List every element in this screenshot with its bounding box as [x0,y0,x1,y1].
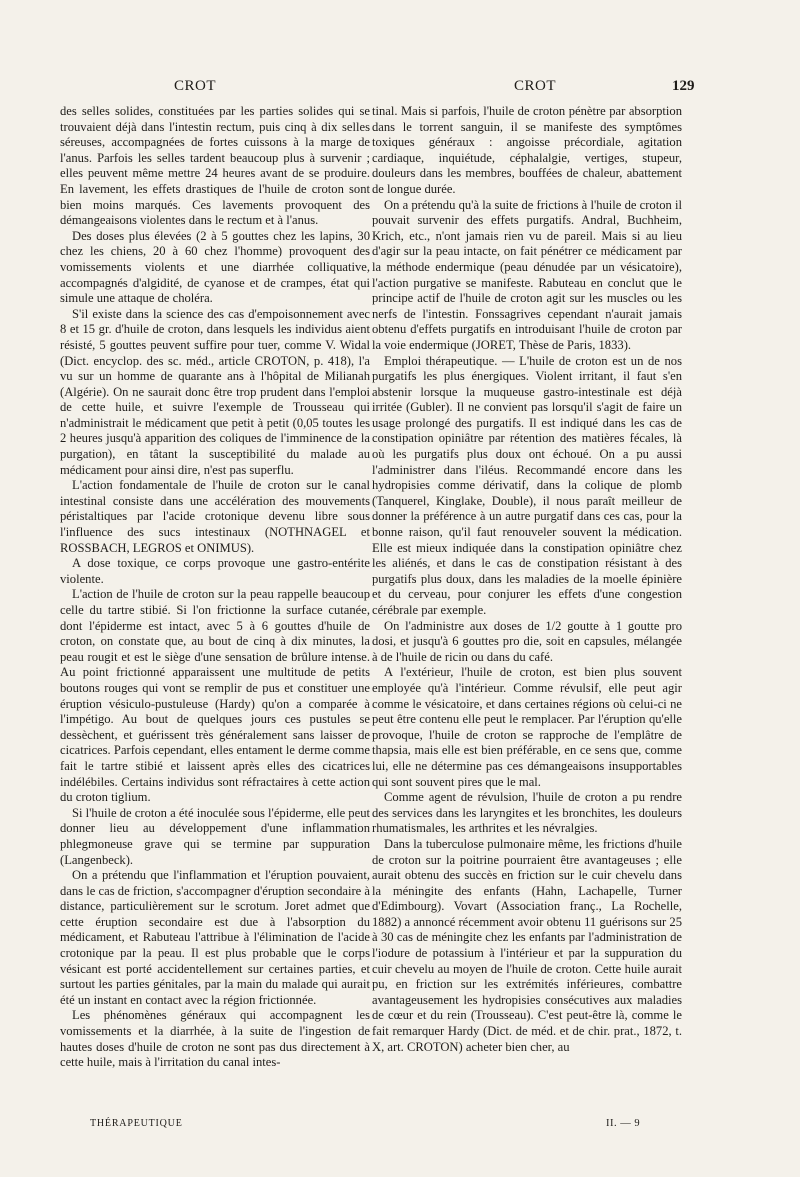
footer-signature: THÉRAPEUTIQUE [90,1118,183,1129]
paragraph: tinal. Mais si parfois, l'huile de croton pénètre par absorption dans le torrent sanguin, il se manifeste des symptômes toxiques généraux : angoisse précordiale, agitation cardiaque, inquiétude, céphalalgie, vertiges, stupeur, douleurs dans les membres, bouffées de chaleur, abattement de longue durée. [372,104,682,196]
paragraph: Des doses plus élevées (2 à 5 gouttes chez les lapins, 30 chez les chiens, 20 à 60 chez l'homme) provoquent des vomissements violents et une diarrhée colliquative, accompagnés d'algidité, de cyanose et de crampes, état qui simule une attaque de choléra. [60,228,370,306]
paragraph: Emploi thérapeutique. — L'huile de croton est un de nos purgatifs les plus énergiques. Violent irritant, il faut s'en abstenir lorsque la muqueuse gastro-intestinale est déjà irritée (Gubler). Il ne convient pas lorsqu'il s'agit de faire un usage prolongé des purgatifs. Il est indiqué dans les cas de constipation opiniâtre par rétention des matières fécales, là où les purgatifs plus doux ont échoué. On a pu aussi l'administrer dans l'iléus. Recommandé encore dans les hydropisies comme dérivatif, dans la colique de plomb (Tanquerel, Kinglake, Double), il nous paraît meilleur de donner la préférence à un autre purgatif dans ces cas, pour la bonne raison, qu'il faut renouveler souvent la médication. Elle est mieux indiquée dans la constipation opiniâtre chez les aliénés, et dans le cas de constipation résistant à des purgatifs plus doux, dans les maladies de la moelle épinière et du cerveau, pour conjurer les effets d'une congestion cérébrale par exemple. [372,353,682,617]
page-number: 129 [672,78,695,94]
paragraph: des selles solides, constituées par les parties solides qui se trouvaient déjà dans l'intestin rectum, puis cinq à dix selles séreuses, accompagnées de fortes cuissons à la marge de l'anus. Parfois les selles tardent beaucoup plus à survenir ; elles peuvent même mettre 24 heures avant de se produire. En lavement, les effets drastiques de l'huile de croton sont bien moins marqués. Ces lavements provoquent des démangeaisons violentes dans le rectum et à l'anus. [60,104,370,228]
paragraph: S'il existe dans la science des cas d'empoisonnement avec 8 et 15 gr. d'huile de croton, dans lesquels les individus aient résisté, 5 gouttes peuvent suffire pour tuer, comme V. Widal (Dict. encyclop. des sc. méd., article CROTON, p. 418), l'a vu sur un homme de quarante ans à l'hôpital de Milianah (Algérie). On ne saurait donc être trop prudent dans l'emploi de cette huile, et suivre l'exemple de Trousseau qui n'administrait le médicament que petit à petit (0,05 toutes les 2 heures jusqu'à apparition des coliques de l'imminence de la purgation), en tâtant la susceptibilité du malade au médicament pour ainsi dire, n'est pas superflu. [60,306,370,477]
footer-volume-sheet: II. — 9 [606,1118,641,1129]
right-column [372,104,682,1055]
running-head-left: CROT [174,78,217,94]
paragraph: Si l'huile de croton a été inoculée sous l'épiderme, elle peut donner lieu au développement d'une inflammation phlegmoneuse grave qui se termine par suppuration (Langenbeck). [60,805,370,867]
paragraph: A l'extérieur, l'huile de croton, est bien plus souvent employée qu'à l'intérieur. Comme révulsif, elle peut agir comme le vésicatoire, et dans certaines régions où celui-ci ne peut être contenu elle peut le remplacer. Par l'éruption qu'elle provoque, l'huile de croton se rapproche de l'emplâtre de thapsia, mais elle est bien préférable, en ce sens que, comme lui, elle ne détermine pas ces démangeaisons insupportables qui sont souvent pires que le mal. [372,665,682,789]
left-column [60,104,370,1071]
paragraph: L'action de l'huile de croton sur la peau rappelle beaucoup celle du tartre stibié. Si l'on frictionne la surface cutanée, dont l'épiderme est intact, avec 5 à 6 gouttes d'huile de croton, on constate que, au bout de cinq à dix minutes, la peau rougit et est le siège d'une sensation de brûlure intense. Au point frictionné apparaissent une multitude de petits boutons rouges qui vont se remplir de pus et constituer une éruption vésiculo-pustuleuse (Hardy) qu'on a comparée à l'impétigo. Au bout de quelques jours ces pustules se dessèchent, et guérissent très généralement sans laisser de cicatrices. Parfois cependant, elles entament le derme comme fait le tartre stibié et laissent après elles des cicatrices indélébiles. Certains individus sont réfractaires à cette action du croton tiglium. [60,587,370,805]
paragraph: On a prétendu qu'à la suite de frictions à l'huile de croton il pouvait survenir des effets purgatifs. Andral, Buchheim, Krich, etc., n'ont jamais rien vu de pareil. Mais si au lieu d'agir sur la peau intacte, on fait pénétrer ce médicament par la méthode endermique (peau dénudée par un vésicatoire), l'action purgative se manifeste. Rabuteau en conclut que le principe actif de l'huile de croton agit sur les muscles ou les nerfs de l'intestin. Fonssagrives cependant n'aurait jamais obtenu d'effets purgatifs en introduisant l'huile de croton par la voie endermique (JORET, Thèse de Paris, 1833). [372,197,682,352]
running-head-right: CROT [514,78,557,94]
paragraph: Les phénomènes généraux qui accompagnent les vomissements et la diarrhée, à la suite de l'ingestion de hautes doses d'huile de croton ne sont pas dus directement à cette huile, mais à l'irritation du canal intes- [60,1008,370,1070]
paragraph: A dose toxique, ce corps provoque une gastro-entérite violente. [60,556,370,586]
paragraph: On a prétendu que l'inflammation et l'éruption pouvaient, dans le cas de friction, s'accompagner d'éruption secondaire à distance, particulièrement sur le scrotum. Joret admet que cette éruption secondaire est due à l'absorption du médicament, et Rabuteau l'attribue à l'élimination de l'acide crotonique par la peau. Il est plus probable que le corps vésicant est porté accidentellement sur certaines parties, et surtout les parties génitales, par la main du malade qui aurait été un instant en contact avec la région frictionnée. [60,868,370,1007]
page-header [0,78,800,98]
paragraph: Comme agent de révulsion, l'huile de croton a pu rendre des services dans les laryngites et les bronchites, les douleurs rhumatismales, les arthrites et les névralgies. [372,790,682,836]
paragraph: L'action fondamentale de l'huile de croton sur le canal intestinal consiste dans une accélération des mouvements péristaltiques par l'acide crotonique devenu libre sous l'influence des sucs intestinaux (NOTHNAGEL et ROSSBACH, LEGROS et ONIMUS). [60,478,370,555]
paragraph: On l'administre aux doses de 1/2 goutte à 1 goutte pro dosi, et jusqu'à 6 gouttes pro die, soit en capsules, mélangée à de l'huile de ricin ou dans du café. [372,618,682,664]
paragraph: Dans la tuberculose pulmonaire même, les frictions d'huile de croton sur la poitrine pourraient être avantageuses ; elle aurait obtenu des succès en friction sur le cuir chevelu dans la méningite des enfants (Hahn, Lachapelle, Turner d'Edimbourg). Vovart (Association franç., La Rochelle, 1882) a annoncé récemment avoir obtenu 11 guérisons sur 25 à 30 cas de méningite chez les enfants par l'administration de l'iodure de potassium à l'intérieur et par la suppuration du cuir chevelu au moyen de l'huile de croton. Cette huile aurait pu, en friction sur les extrémités inférieures, combattre avantageusement les hydropisies consécutives aux maladies de cœur et du rein (Trousseau). C'est peut-être là, comme le fait remarquer Hardy (Dict. de méd. et de chir. prat., 1872, t. X, art. CROTON) acheter bien cher, au [372,836,682,1054]
